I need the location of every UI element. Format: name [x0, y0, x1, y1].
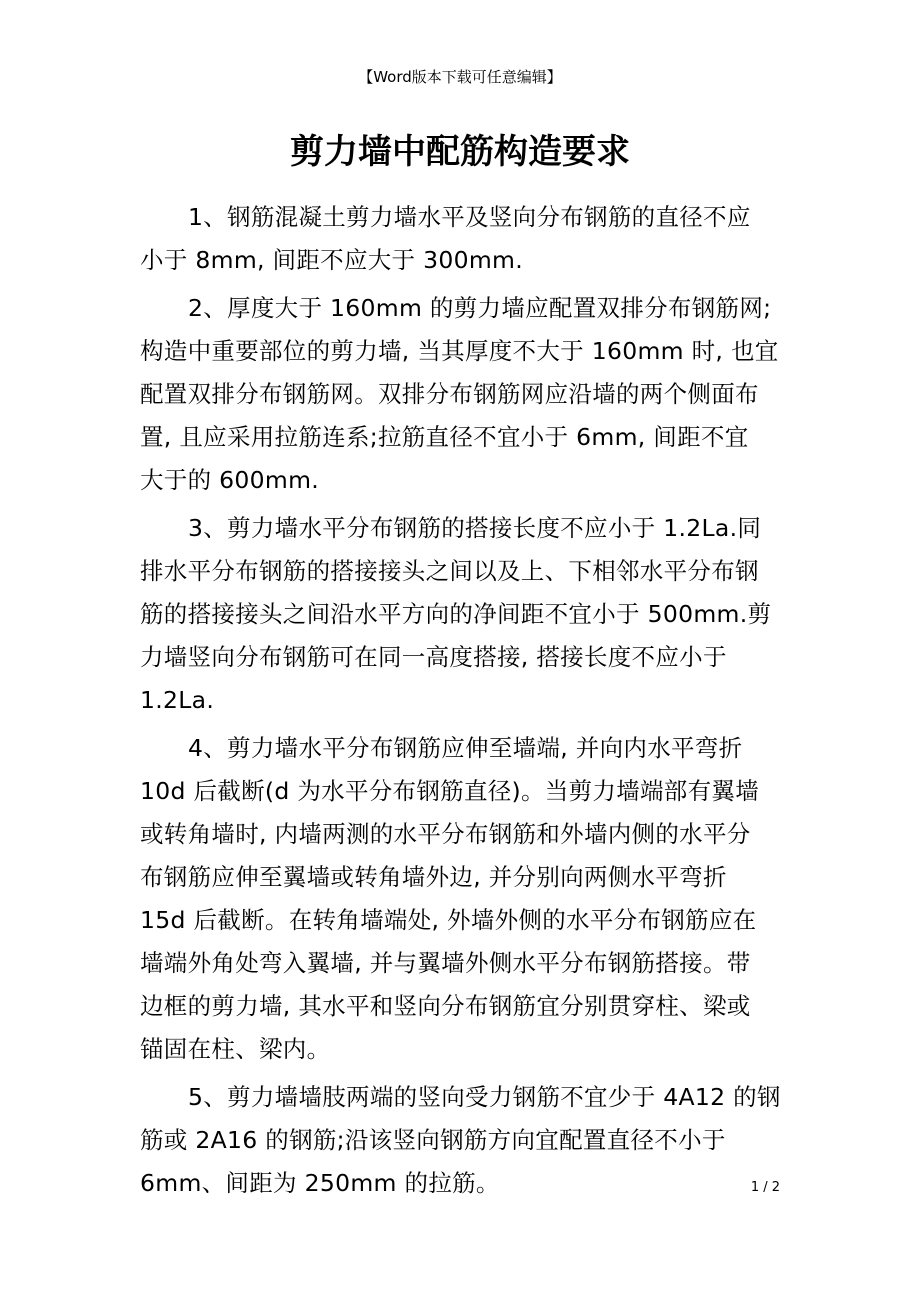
paragraph-4 [140, 727, 790, 1071]
text-line: 15d 后截断。在转角墙端处, 外墙外侧的水平分布钢筋应在 [140, 906, 757, 934]
text-line: 力墙竖向分布钢筋可在同一高度搭接, 搭接长度不应小于 [140, 643, 727, 671]
text-line: 配置双排分布钢筋网。双排分布钢筋网应沿墙的两个侧面布 [140, 380, 759, 408]
text-line: 6mm、间距为 250mm 的拉筋。 [140, 1169, 500, 1197]
text-line: 边框的剪力墙, 其水平和竖向分布钢筋宜分别贯穿柱、梁或 [140, 992, 751, 1020]
text-line: 布钢筋应伸至翼墙或转角墙外边, 并分别向两侧水平弯折 [140, 863, 727, 891]
page-number: 1 / 2 [750, 1180, 780, 1195]
text-line: 锚固在柱、梁内。 [140, 1035, 331, 1063]
text-line: 4、剪力墙水平分布钢筋应伸至墙端, 并向内水平弯折 [188, 734, 743, 762]
text-line: 筋的搭接接头之间沿水平方向的净间距不宜小于 500mm.剪 [140, 600, 772, 628]
text-line: 或转角墙时, 内墙两测的水平分布钢筋和外墙内侧的水平分 [140, 820, 751, 848]
text-line: 10d 后截断(d 为水平分布钢筋直径)。当剪力墙端部有翼墙 [140, 777, 760, 805]
text-line: 构造中重要部位的剪力墙, 当其厚度不大于 160mm 时, 也宜 [140, 337, 779, 365]
text-line: 1、钢筋混凝土剪力墙水平及竖向分布钢筋的直径不应 [188, 203, 751, 231]
paragraph-5 [140, 1076, 790, 1205]
paragraph-1 [140, 196, 790, 282]
text-line: 置, 且应采用拉筋连系;拉筋直径不宜小于 6mm, 间距不宜 [140, 423, 749, 451]
text-line: 大于的 600mm. [140, 466, 320, 494]
paragraph-3 [140, 507, 790, 722]
text-line: 5、剪力墙墙肢两端的竖向受力钢筋不宜少于 4A12 的钢 [188, 1083, 781, 1111]
document-title: 剪力墙中配筋构造要求 [290, 132, 630, 172]
text-line: 墙端外角处弯入翼墙, 并与翼墙外侧水平分布钢筋搭接。带 [140, 949, 751, 977]
document-header: 【Word版本下载可任意编辑】 [358, 68, 562, 86]
paragraph-2 [140, 287, 790, 502]
text-line: 2、厚度大于 160mm 的剪力墙应配置双排分布钢筋网; [188, 294, 772, 322]
text-line: 1.2La. [140, 686, 215, 714]
text-line: 小于 8mm, 间距不应大于 300mm. [140, 246, 524, 274]
text-line: 3、剪力墙水平分布钢筋的搭接长度不应小于 1.2La.同 [188, 514, 762, 542]
text-line: 排水平分布钢筋的搭接接头之间以及上、下相邻水平分布钢 [140, 557, 759, 585]
document-body [140, 196, 790, 1210]
text-line: 筋或 2A16 的钢筋;沿该竖向钢筋方向宜配置直径不小于 [140, 1126, 726, 1154]
